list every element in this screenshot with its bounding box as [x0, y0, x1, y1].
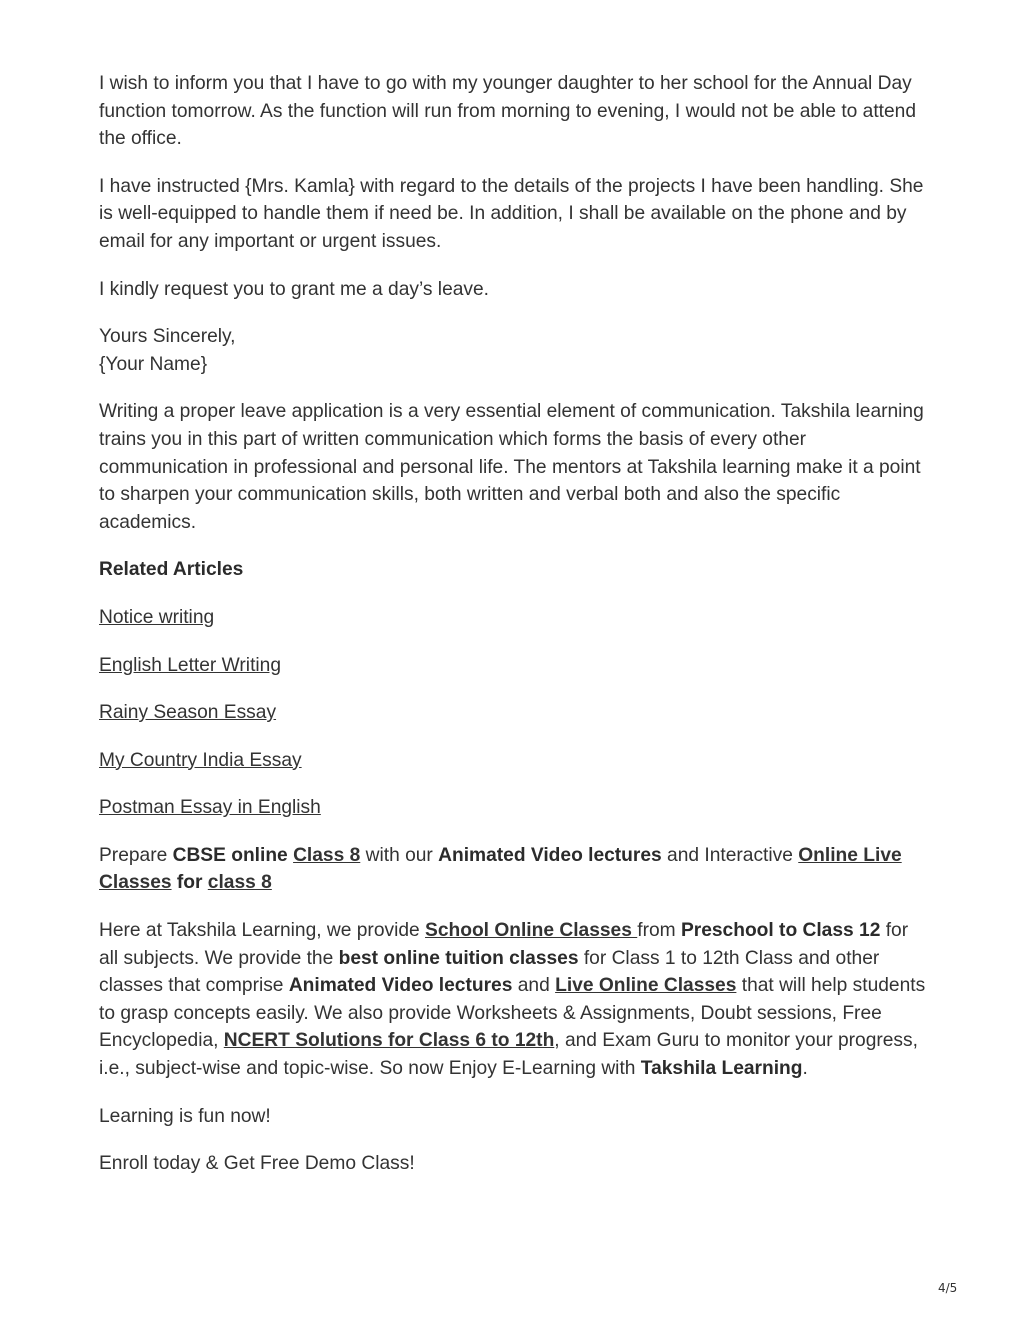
ncert-solutions-link[interactable]: NCERT Solutions for Class 6 to 12th — [223, 1030, 555, 1052]
promo-paragraph-cbse — [99, 842, 929, 897]
related-link-english-letter-writing[interactable]: English Letter Writing — [99, 654, 282, 676]
bold-text: Preschool to Class 12 — [680, 920, 881, 942]
summary-paragraph: Writing a proper leave application is a very essential element of communication. Takshila learning trains you in this part of written communication which forms the basis of every other communication in professional and personal life. The mentors at Takshila learning make it a point to sharpen your communication skills, both written and verbal both and also the specific academics. — [99, 401, 924, 533]
text: , and Exam Guru to monitor your progress, i.e., subject-wise and topic-wise. So now Enjoy E-Learning with — [99, 1030, 918, 1080]
related-item — [99, 794, 929, 822]
document-body — [99, 70, 929, 1198]
fun-paragraph: Learning is fun now! — [99, 1105, 271, 1127]
related-item — [99, 699, 929, 727]
bold-text: Takshila Learning — [640, 1058, 803, 1080]
letter-paragraph: I wish to inform you that I have to go with my younger daughter to her school for the Annual Day function tomorrow. As the function will run from morning to evening, I would not be able to attend the office. — [99, 73, 916, 150]
promo-paragraph-takshila — [99, 917, 929, 1083]
related-link-rainy-season-essay[interactable]: Rainy Season Essay — [99, 702, 277, 724]
signature-text: {Your Name} — [99, 353, 208, 375]
bold-text: Animated Video lectures — [438, 844, 662, 866]
text: and — [512, 975, 556, 997]
text: that will help students to grasp concepts easily. We also provide Worksheets & Assignments, Doubt sessions, Free Encyclopedia, — [99, 975, 926, 1052]
related-item — [99, 652, 929, 680]
online-live-classes-link[interactable]: Online Live Classes — [99, 844, 902, 894]
letter-paragraph: I have instructed {Mrs. Kamla} with regard to the details of the projects I have been handling. She is well-equipped to handle them if need be. In addition, I shall be available on the phone and by email for any important or urgent issues. — [99, 175, 924, 252]
text: Here at Takshila Learning, we provide — [99, 920, 426, 942]
page-number: 4/5 — [938, 1281, 958, 1295]
live-online-classes-link[interactable]: Live Online Classes — [555, 975, 737, 997]
letter-closing — [99, 323, 929, 378]
related-link-notice-writing[interactable]: Notice writing — [99, 606, 215, 628]
related-heading-text: Related Articles — [99, 559, 244, 581]
text: Prepare — [99, 844, 173, 866]
text: with our — [360, 844, 439, 866]
text: for Class 1 to 12th Class and other classes that comprise — [99, 947, 880, 997]
class-8-link-2[interactable]: class 8 — [207, 872, 272, 894]
closing-text: Yours Sincerely, — [99, 326, 236, 348]
related-item — [99, 604, 929, 632]
text: from — [637, 920, 681, 942]
related-link-postman-essay[interactable]: Postman Essay in English — [99, 797, 321, 819]
text: for all subjects. We provide the — [99, 920, 909, 969]
bold-text: best online tuition classes — [338, 947, 579, 969]
bold-text: for — [171, 872, 208, 894]
letter-paragraph: I kindly request you to grant me a day’s leave. — [99, 278, 490, 300]
bold-text: Animated Video lectures — [288, 975, 513, 997]
text: and Interactive — [661, 844, 799, 866]
related-articles-heading — [99, 556, 929, 584]
bold-text: CBSE online — [172, 844, 288, 866]
enroll-paragraph: Enroll today & Get Free Demo Class! — [99, 1153, 415, 1175]
related-item — [99, 747, 929, 775]
related-link-my-country-india-essay[interactable]: My Country India Essay — [99, 749, 302, 771]
class-8-link[interactable]: Class 8 — [293, 844, 361, 866]
school-online-classes-link[interactable]: School Online Classes — [425, 920, 638, 942]
text: . — [802, 1058, 808, 1080]
